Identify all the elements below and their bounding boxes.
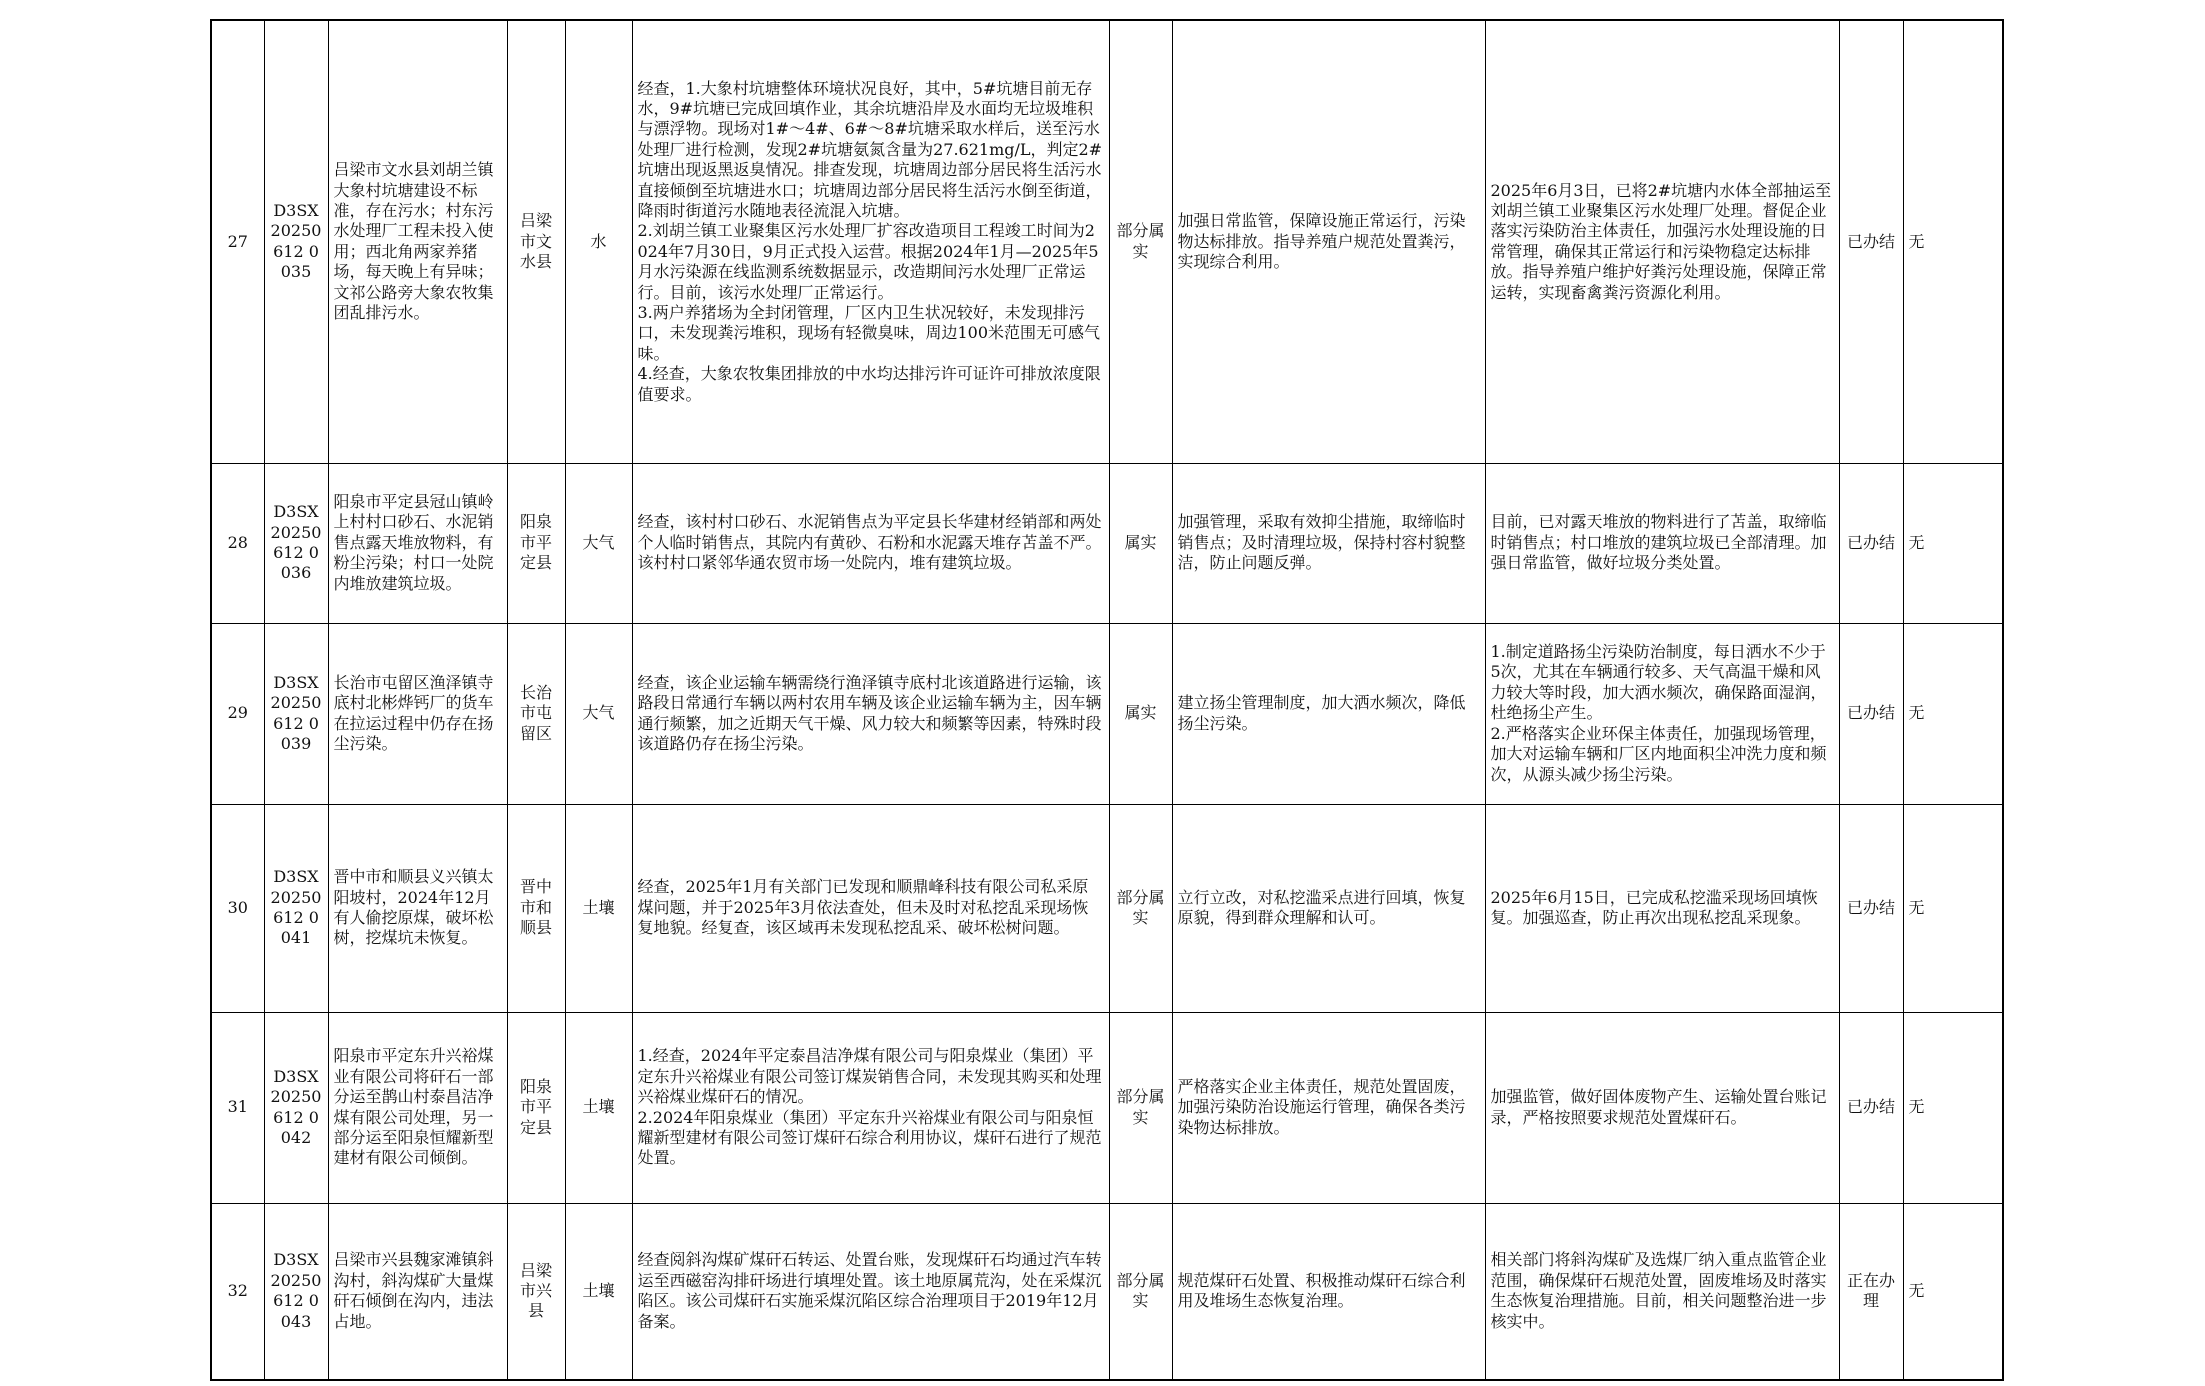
investigation-result: 1.经查，2024年平定泰昌洁净煤有限公司与阳泉煤业（集团）平定东升兴裕煤业有限公司签订煤炭销售合同，未发现其购买和处理兴裕煤业煤矸石的情况。 2.2024年阳泉煤业（集团）平定东升兴裕煤业有限公司与阳泉恒耀新型建材有限公司签订煤矸石综合利用协议，煤矸石进行了规范处置。 <box>632 1012 1109 1203</box>
accountability-cell: 无 <box>1903 804 2003 1012</box>
pollution-type: 水 <box>565 20 632 463</box>
accountability-cell: 无 <box>1903 20 2003 463</box>
rectification-measures: 规范煤矸石处置、积极推动煤矸石综合利用及堆场生态恢复治理。 <box>1172 1203 1485 1380</box>
complaint-content: 吕梁市文水县刘胡兰镇大象村坑塘建设不标准，存在污水；村东污水处理厂工程未投入使用；西北角两家养猪场，每天晚上有异味；文祁公路旁大象农牧集团乱排污水。 <box>328 20 507 463</box>
complaint-content: 阳泉市平定县冠山镇岭上村村口砂石、水泥销售点露天堆放物料，有粉尘污染；村口一处院内堆放建筑垃圾。 <box>328 463 507 623</box>
table-row <box>211 623 2003 804</box>
complaint-table <box>210 19 2004 1381</box>
investigation-result: 经查，该村村口砂石、水泥销售点为平定县长华建材经销部和两处个人临时销售点，其院内有黄砂、石粉和水泥露天堆存苫盖不严。该村村口紧邻华通农贸市场一处院内，堆有建筑垃圾。 <box>632 463 1109 623</box>
rectification-measures: 加强管理，采取有效抑尘措施，取缔临时销售点；及时清理垃圾，保持村容村貌整洁，防止问题反弹。 <box>1172 463 1485 623</box>
rectification-progress: 加强监管，做好固体废物产生、运输处置台账记录，严格按照要求规范处置煤矸石。 <box>1485 1012 1839 1203</box>
accountability-cell: 无 <box>1903 1012 2003 1203</box>
accountability-cell: 无 <box>1903 1203 2003 1380</box>
status-cell: 正在办理 <box>1839 1203 1903 1380</box>
rectification-progress: 2025年6月15日，已完成私挖滥采现场回填恢复。加强巡查，防止再次出现私挖乱采现象。 <box>1485 804 1839 1012</box>
investigation-result: 经查，1.大象村坑塘整体环境状况良好，其中，5#坑塘目前无存水，9#坑塘已完成回填作业，其余坑塘沿岸及水面均无垃圾堆积与漂浮物。现场对1#～4#、6#～8#坑塘采取水样后，送至污水处理厂进行检测，发现2#坑塘氨氮含量为27.621mg/L，判定2#坑塘出现返黑返臭情况。排查发现，坑塘周边部分居民将生活污水直接倾倒至坑塘进水口；坑塘周边部分居民将生活污水倒至街道，降雨时街道污水随地表径流混入坑塘。 2.刘胡兰镇工业聚集区污水处理厂扩容改造项目工程竣工时间为2024年7月30日，9月正式投入运营。根据2024年1月—2025年5月水污染源在线监测系统数据显示，改造期间污水处理厂正常运行。目前，该污水处理厂正常运行。 3.两户养猪场为全封闭管理，厂区内卫生状况较好，未发现排污口，未发现粪污堆积，现场有轻微臭味，周边100米范围无可感气味。 4.经查，大象农牧集团排放的中水均达排污许可证许可排放浓度限值要求。 <box>632 20 1109 463</box>
table-row <box>211 1012 2003 1203</box>
verdict: 部分属实 <box>1109 1203 1172 1380</box>
verdict: 部分属实 <box>1109 804 1172 1012</box>
case-code: D3SX20250612 0039 <box>264 623 328 804</box>
row-index: 31 <box>211 1012 264 1203</box>
administrative-area: 阳泉市平定县 <box>507 463 565 623</box>
case-code: D3SX20250612 0041 <box>264 804 328 1012</box>
investigation-result: 经查阅斜沟煤矿煤矸石转运、处置台账，发现煤矸石均通过汽车转运至西磁窑沟排矸场进行填埋处置。该土地原属荒沟，处在采煤沉陷区。该公司煤矸石实施采煤沉陷区综合治理项目于2019年12月备案。 <box>632 1203 1109 1380</box>
complaint-content: 晋中市和顺县义兴镇太阳坡村，2024年12月有人偷挖原煤，破坏松树，挖煤坑未恢复。 <box>328 804 507 1012</box>
pollution-type: 土壤 <box>565 1012 632 1203</box>
accountability-cell: 无 <box>1903 463 2003 623</box>
pollution-type: 大气 <box>565 623 632 804</box>
administrative-area: 晋中市和顺县 <box>507 804 565 1012</box>
administrative-area: 吕梁市兴县 <box>507 1203 565 1380</box>
verdict: 属实 <box>1109 463 1172 623</box>
rectification-progress: 相关部门将斜沟煤矿及选煤厂纳入重点监管企业范围，确保煤矸石规范处置，固废堆场及时落实生态恢复治理措施。目前，相关问题整治进一步核实中。 <box>1485 1203 1839 1380</box>
case-code: D3SX20250612 0043 <box>264 1203 328 1380</box>
rectification-progress: 目前，已对露天堆放的物料进行了苫盖，取缔临时销售点；村口堆放的建筑垃圾已全部清理。加强日常监管，做好垃圾分类处置。 <box>1485 463 1839 623</box>
rectification-progress: 2025年6月3日，已将2#坑塘内水体全部抽运至刘胡兰镇工业聚集区污水处理厂处理。督促企业落实污染防治主体责任，加强污水处理设施的日常管理，确保其正常运行和污染物稳定达标排放。指导养殖户维护好粪污处理设施，保障正常运转，实现畜禽粪污资源化利用。 <box>1485 20 1839 463</box>
status-cell: 已办结 <box>1839 463 1903 623</box>
row-index: 30 <box>211 804 264 1012</box>
row-index: 28 <box>211 463 264 623</box>
rectification-measures: 建立扬尘管理制度，加大洒水频次，降低扬尘污染。 <box>1172 623 1485 804</box>
status-cell: 已办结 <box>1839 804 1903 1012</box>
rectification-progress: 1.制定道路扬尘污染防治制度，每日洒水不少于5次，尤其在车辆通行较多、天气高温干燥和风力较大等时段，加大洒水频次，确保路面湿润，杜绝扬尘产生。 2.严格落实企业环保主体责任，加强现场管理，加大对运输车辆和厂区内地面积尘冲洗力度和频次，从源头减少扬尘污染。 <box>1485 623 1839 804</box>
pollution-type: 土壤 <box>565 1203 632 1380</box>
case-code: D3SX20250612 0036 <box>264 463 328 623</box>
table-row <box>211 804 2003 1012</box>
table-row <box>211 20 2003 463</box>
status-cell: 已办结 <box>1839 20 1903 463</box>
status-cell: 已办结 <box>1839 623 1903 804</box>
investigation-result: 经查，2025年1月有关部门已发现和顺鼎峰科技有限公司私采原煤问题，并于2025年3月依法查处，但未及时对私挖乱采现场恢复地貌。经复查，该区域再未发现私挖乱采、破坏松树问题。 <box>632 804 1109 1012</box>
accountability-cell: 无 <box>1903 623 2003 804</box>
verdict: 部分属实 <box>1109 20 1172 463</box>
case-code: D3SX20250612 0042 <box>264 1012 328 1203</box>
rectification-measures: 严格落实企业主体责任，规范处置固废，加强污染防治设施运行管理，确保各类污染物达标排放。 <box>1172 1012 1485 1203</box>
investigation-result: 经查，该企业运输车辆需绕行渔泽镇寺底村北该道路进行运输，该路段日常通行车辆以两村农用车辆及该企业运输车辆为主，因车辆通行频繁，加之近期天气干燥、风力较大和频繁等因素，特殊时段该道路仍存在扬尘污染。 <box>632 623 1109 804</box>
pollution-type: 大气 <box>565 463 632 623</box>
row-index: 29 <box>211 623 264 804</box>
table-row <box>211 1203 2003 1380</box>
case-code: D3SX20250612 0035 <box>264 20 328 463</box>
administrative-area: 吕梁市文水县 <box>507 20 565 463</box>
verdict: 属实 <box>1109 623 1172 804</box>
complaint-content: 阳泉市平定东升兴裕煤业有限公司将矸石一部分运至鹊山村泰昌洁净煤有限公司处理，另一部分运至阳泉恒耀新型建材有限公司倾倒。 <box>328 1012 507 1203</box>
rectification-measures: 加强日常监管，保障设施正常运行，污染物达标排放。指导养殖户规范处置粪污，实现综合利用。 <box>1172 20 1485 463</box>
table-row <box>211 463 2003 623</box>
pollution-type: 土壤 <box>565 804 632 1012</box>
row-index: 27 <box>211 20 264 463</box>
complaint-content: 长治市屯留区渔泽镇寺底村北彬烨钙厂的货车在拉运过程中仍存在扬尘污染。 <box>328 623 507 804</box>
rectification-measures: 立行立改，对私挖滥采点进行回填，恢复原貌，得到群众理解和认可。 <box>1172 804 1485 1012</box>
verdict: 部分属实 <box>1109 1012 1172 1203</box>
administrative-area: 阳泉市平定县 <box>507 1012 565 1203</box>
complaint-content: 吕梁市兴县魏家滩镇斜沟村，斜沟煤矿大量煤矸石倾倒在沟内，违法占地。 <box>328 1203 507 1380</box>
administrative-area: 长治市屯留区 <box>507 623 565 804</box>
row-index: 32 <box>211 1203 264 1380</box>
status-cell: 已办结 <box>1839 1012 1903 1203</box>
